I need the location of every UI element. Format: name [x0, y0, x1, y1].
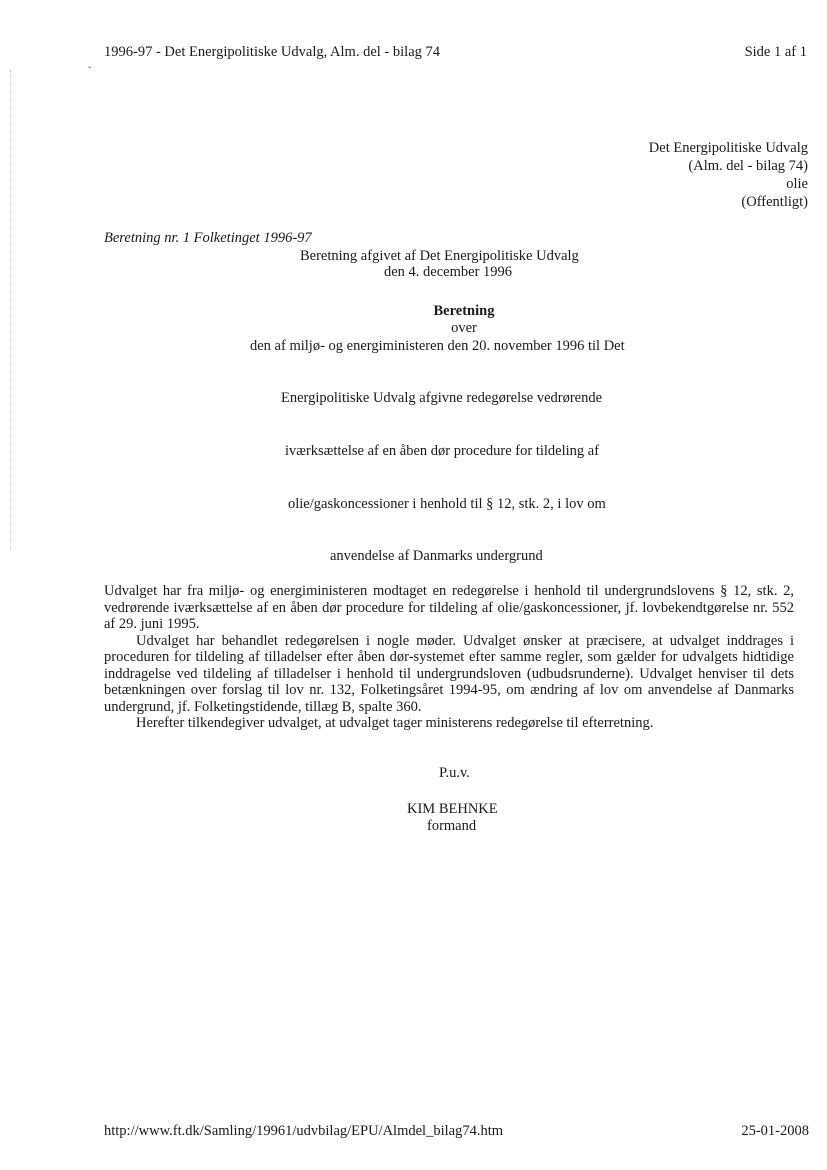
subject-line-3: iværksættelse af en åben dør procedure for tildeling af	[285, 443, 600, 459]
committee-reference: (Alm. del - bilag 74)	[688, 158, 808, 174]
report-date: den 4. december 1996	[384, 264, 513, 280]
report-reference: Beretning nr. 1 Folketinget 1996-97	[104, 230, 312, 246]
footer-date: 25-01-2008	[741, 1123, 809, 1139]
signatory-name: KIM BEHNKE	[407, 801, 498, 817]
classification: (Offentligt)	[741, 194, 808, 210]
committee-name: Det Energipolitiske Udvalg	[648, 140, 808, 156]
body-paragraph: Herefter tilkendegiver udvalget, at udvalget tager ministerens redegørelse til efterretning.	[136, 715, 654, 731]
scan-artifact-mark: ˇ	[88, 66, 92, 77]
signatory-title: formand	[427, 818, 477, 834]
page-number: Side 1 af 1	[744, 44, 807, 60]
heading-over: over	[451, 320, 477, 336]
body-paragraph: Udvalget har fra miljø- og energiministeren modtaget en redegørelse i henhold til undergrundslovens § 12, stk. 2, vedrørende iværksættelse af en åben dør procedure for tildeling af olie/gaskoncessioner, jf. lovbekendtgørelse nr. 552 af 29. juni 1995.	[104, 583, 794, 632]
footer-url: http://www.ft.dk/Samling/19961/udvbilag/EPU/Almdel_bilag74.htm	[104, 1123, 504, 1139]
committee-topic: olie	[786, 176, 808, 192]
signature-puv: P.u.v.	[439, 765, 470, 781]
subject-line-2: Energipolitiske Udvalg afgivne redegørelse vedrørende	[281, 390, 603, 406]
body-paragraph: Udvalget har behandlet redegørelsen i nogle møder. Udvalget ønsker at præcisere, at udvalget inddrages i proceduren for tildeling af tilladelser efter åben dør-systemet efter samme regler, som gælder for udvalgets hidtidige inddragelse ved tildeling af tilladelser i henhold til undergrundsloven (udbudsrunderne). Udvalget henviser til dets betænkningen over forslag til lov nr. 132, Folketingsåret 1994-95, om ændring af lov om anvendelse af Danmarks undergrund, jf. Folketingstidende, tillæg B, spalte 360.	[104, 632, 794, 715]
report-issued-by: Beretning afgivet af Det Energipolitiske Udvalg	[300, 248, 579, 264]
scan-edge-line	[10, 70, 12, 550]
page-header-title: 1996-97 - Det Energipolitiske Udvalg, Alm. del - bilag 74	[104, 44, 440, 60]
document-heading: Beretning	[433, 303, 495, 319]
subject-line-5: anvendelse af Danmarks undergrund	[330, 548, 543, 564]
committee-info-block	[649, 139, 808, 211]
report-body	[104, 583, 794, 732]
subject-line-1: den af miljø- og energiministeren den 20. november 1996 til Det	[250, 338, 625, 354]
subject-line-4: olie/gaskoncessioner i henhold til § 12, stk. 2, i lov om	[288, 496, 606, 512]
